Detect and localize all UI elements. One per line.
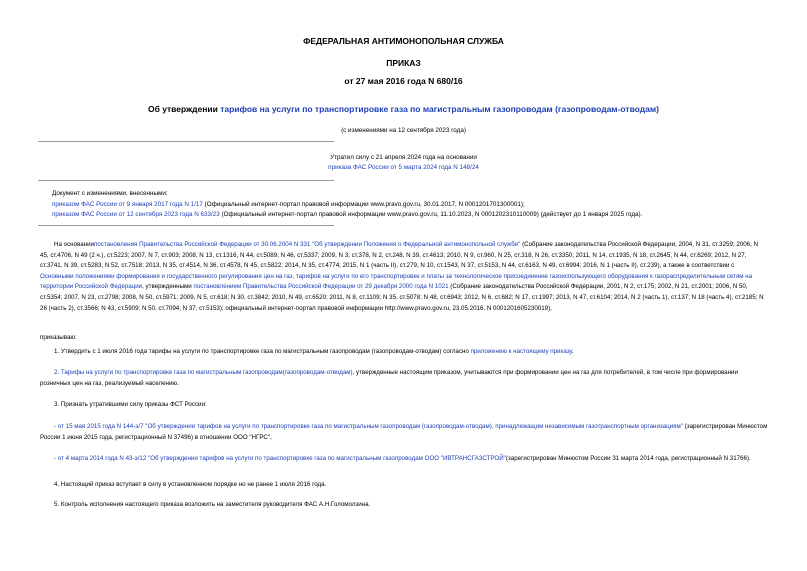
item-3: [40, 400, 768, 411]
item-text: 5. Контроль исполнения настоящего приказа возложить на заместителя руководителя ФАС А.Н.Голомолзина.: [54, 501, 371, 508]
basis-text: (Собрание законодательства Российской Федерации, 2001, N 2, ст.175; 2002, N 21, ст.2001; 2006, N 50, ст.5354; 2007, N 23, ст.2798; 2008, N 50, ст.5971; 2009, N 5, ст.618; N 30, ст.3842; 2010, N 49, ст.6520; 2011, N 8, ст.1109; N 35, ст.5078; N 48, ст.6943; 2012, N 6, ст.682; N 17, ст.1997; 2013, N 47, ст.6104; 2014, N 2 (часть 1), ст.137; N 18 (часть 4), ст.2185; N 26 (часть 2), ст.3566; N 43, ст.5909; N 50, ст.7094; N 37, ст.5153); официальный интернет-портал правовой информации http://www.pravo.gov.ru, 23.05.2016, N 0001201605230019),: [40, 283, 764, 312]
item-text: .: [571, 348, 574, 355]
tariffs-link[interactable]: 2. Тарифы на услуги по транспортировке газа по магистральным газопроводам(газопроводам-отводам): [54, 369, 353, 376]
basis-paragraph: [40, 240, 768, 314]
appendix-link[interactable]: приложению к настоящему приказу: [470, 348, 572, 355]
item-2: [40, 368, 768, 389]
item-4: [40, 480, 768, 491]
item-dash: -: [54, 423, 58, 430]
expired-note: [0, 153, 807, 173]
changes-block: [52, 189, 772, 221]
item-1: [40, 347, 768, 358]
change-text: (Официальный интернет-портал правовой информации www.pravo.gov.ru, 11.10.2023, N 0001202310110009) (действует до 1 января 2025 года).: [219, 211, 643, 218]
basis-text: , утвержденными: [142, 283, 194, 291]
divider: [38, 180, 334, 181]
subject-link[interactable]: тарифов на услуги по транспортировке газа по магистральным газопроводам (газопроводам-отводам): [220, 104, 660, 114]
item-3a: [40, 422, 768, 443]
basis-text: На основании: [54, 241, 95, 248]
item-text: (зарегистрирован Минюстом России 31 марта 2014 года, регистрационный N 31766).: [505, 455, 751, 462]
divider: [38, 225, 334, 226]
item-text: 1. Утвердить с 1 июля 2016 года тарифы на услуги по транспортировке газа по магистральным газопроводам (газопроводам-отводам) согласно: [54, 348, 471, 355]
doc-date-number: от 27 мая 2016 года N 680/16: [344, 76, 463, 86]
change-item: [52, 200, 772, 211]
item-text: , утвержденные настоящим приказом, учитываются при формировании цен на газ для потребителей, в том числе при формировании розничных цен на газ, реализуемый населению.: [40, 369, 738, 387]
item-text: 4. Настоящий приказ вступает в силу в установленном порядке но не ранее 1 июля 2016 года.: [54, 481, 327, 488]
item-text: (зарегистрирован Минюстом России 1 июня 2015 года, регистрационный N 37496) в отношении ООО "НГРС",: [40, 423, 768, 441]
item-text: 3. Признать утратившими силу приказы ФСТ России:: [54, 401, 207, 408]
order-word: приказываю:: [40, 334, 77, 341]
revision-note: (с изменениями на 12 сентября 2023 года): [341, 127, 466, 134]
item-3b: [40, 454, 768, 465]
repealed-order-link-2[interactable]: от 4 марта 2014 года N 43-э/12 "Об утверждении тарифов на услуги по транспортировке газа по магистральным газопроводам ООО "ИВТРАНСГАЗСТРОЙ": [57, 455, 506, 462]
basis-text: (Собрание законодательства Российской Федерации, 2004, N 31, ст.3259; 2006, N 45, ст.4706, N 49 (2 ч.), ст.5223; 2007, N 7, ст.903; 2008, N 13, ст.1316, N 44, ст.5089, N 46, ст.5337; 2009, N 3, ст.378, N 2, ст.248, N 39, ст.4613; 2010, N 9, ст.960, N 25, ст.318, N 26, ст.3350; 2011, N 14, ст.1935, N 18, ст.2645, N 44, ст.6269; 2012, N 27, ст.3741, N 39, ст.5283, N 52, ст.7518; 2013, N 35, ст.4514, N 36, ст.4578, N 45, ст.5822; 2014, N 35, ст.4774; 2015, N 1 (часть II), ст.279, N 10, ст.1543, N 37, ст.5153, N 44, ст.6163, N 49, ст.6994; 2016, N 1 (часть II), ст.239), а также в соответствии с: [40, 241, 759, 270]
basis-link-regulation[interactable]: постановления Правительства Российской Федерации от 30.06.2004 N 331 "Об утверждении Положения о Федеральной антимонопольной службе": [94, 241, 521, 248]
basis-link-principles[interactable]: Основными положениями формирования и государственного регулирования цен на газ, тарифов на услуги по его транспортировке и платы за технологическое присоединение газоиспользующего оборудования к газораспределительным сетям на территории Российской Федерации: [40, 272, 753, 291]
basis-link-decree[interactable]: постановлением Правительства Российской Федерации от 29 декабря 2000 года N 1021: [193, 283, 449, 291]
change-text: (Официальный интернет-портал правовой информации www.pravo.gov.ru, 30.01.2017, N 0001201701300001);: [202, 200, 525, 208]
item-5: [40, 500, 768, 511]
repealed-order-link-1[interactable]: от 15 мая 2015 года N 144-э/7 "Об утверждении тарифов на услуги по транспортировке газа по магистральным газопроводам (газопроводам-отводам), принадлежащим независимым газотранспортным организациям": [57, 423, 683, 430]
change-link[interactable]: приказом ФАС России от 12 сентября 2023 года N 633/23: [52, 211, 220, 218]
expired-line: Утратил силу с 21 апреля 2024 года на основании: [330, 154, 477, 161]
doc-type: ПРИКАЗ: [386, 58, 421, 68]
change-link[interactable]: приказом ФАС России от 9 января 2017 года N 1/17: [52, 200, 203, 208]
change-item: [52, 210, 772, 221]
changes-heading: Документ с изменениями, внесенными:: [52, 190, 168, 197]
divider: [38, 141, 334, 142]
subject-prefix: Об утверждении: [147, 104, 221, 114]
item-dash: -: [54, 455, 58, 462]
agency-name: ФЕДЕРАЛЬНАЯ АНТИМОНОПОЛЬНАЯ СЛУЖБА: [303, 36, 504, 46]
expired-order-link[interactable]: приказа ФАС России от 5 марта 2024 года N 148/24: [328, 164, 479, 171]
document-subject: [40, 104, 767, 114]
